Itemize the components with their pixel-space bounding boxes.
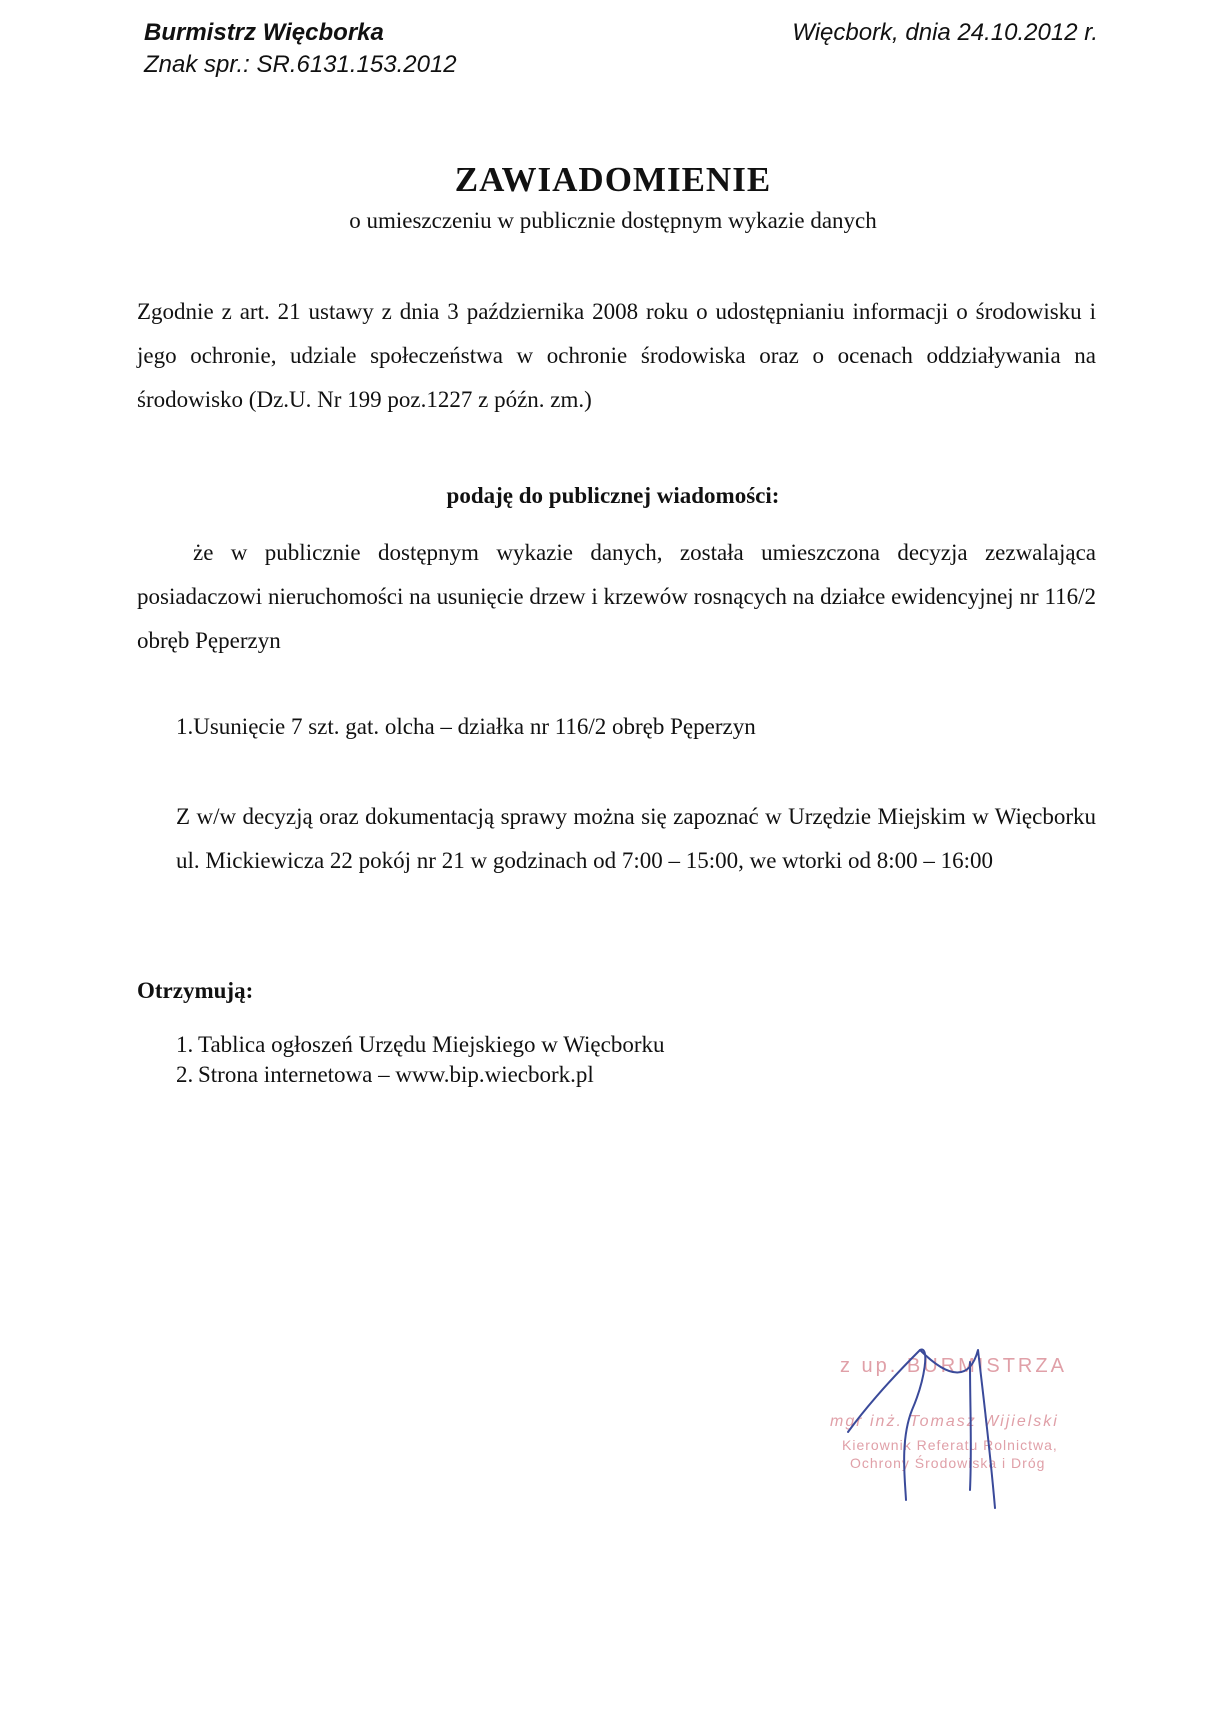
recipient-item xyxy=(176,1060,664,1090)
svg-text:Kierownik Referatu Rolnictwa,: Kierownik Referatu Rolnictwa, xyxy=(842,1437,1058,1453)
svg-text:mgr inż. Tomasz Wijielski: mgr inż. Tomasz Wijielski xyxy=(830,1413,1059,1430)
documentation-paragraph: Z w/w decyzją oraz dokumentacją sprawy można się zapoznać w Urzędzie Miejskim w Więcborku ul. Mickiewicza 22 pokój nr 21 w godzinach od 7:00 – 15:00, we wtorki od 8:00 – 16:00 xyxy=(176,804,1096,873)
stamp-text xyxy=(830,1355,1067,1471)
recipient-text: Strona internetowa – www.bip.wiecbork.pl xyxy=(198,1062,594,1087)
svg-text:z up. BURMISTRZA: z up. BURMISTRZA xyxy=(840,1355,1067,1377)
recipients-heading: Otrzymują: xyxy=(137,978,254,1003)
recipients-list xyxy=(176,1030,664,1090)
recipient-number: 2. xyxy=(176,1062,194,1087)
decision-item-text: Usunięcie 7 szt. gat. olcha – działka nr 116/2 obręb Pęperzyn xyxy=(193,714,756,739)
announcement-body: że w publicznie dostępnym wykazie danych, została umieszczona decyzja zezwalająca posiadaczowi nieruchomości na usunięcie drzew i krzewów rosnących na działce ewidencyjnej nr 116/2 obręb Pęperzyn xyxy=(137,540,1096,653)
announcement-paragraph xyxy=(137,531,1096,663)
document-subtitle: o umieszczeniu w publicznie dostępnym wykazie danych xyxy=(349,208,877,233)
issuer-name: Burmistrz Więcborka xyxy=(144,19,384,46)
official-stamp-with-signature xyxy=(820,1340,1110,1540)
announcement-heading: podaję do publicznej wiadomości: xyxy=(446,483,780,508)
recipient-text: Tablica ogłoszeń Urzędu Miejskiego w Więcborku xyxy=(198,1032,665,1057)
legal-basis-paragraph: Zgodnie z art. 21 ustawy z dnia 3 października 2008 roku o udostępnianiu informacji o środowisku i jego ochronie, udziale społeczeństwa w ochronie środowiska oraz o ocenach oddziaływania na środowisko (Dz.U. Nr 199 poz.1227 z późn. zm.) xyxy=(137,299,1096,412)
case-reference: Znak spr.: SR.6131.153.2012 xyxy=(144,51,457,78)
svg-text:Ochrony Środowiska i Dróg: Ochrony Środowiska i Dróg xyxy=(850,1455,1046,1471)
place-and-date: Więcbork, dnia 24.10.2012 r. xyxy=(792,19,1098,46)
decision-item xyxy=(176,712,756,742)
recipient-number: 1. xyxy=(176,1032,194,1057)
decision-item-number: 1. xyxy=(176,714,194,739)
recipient-item xyxy=(176,1030,664,1060)
document-title: ZAWIADOMIENIE xyxy=(454,160,772,199)
